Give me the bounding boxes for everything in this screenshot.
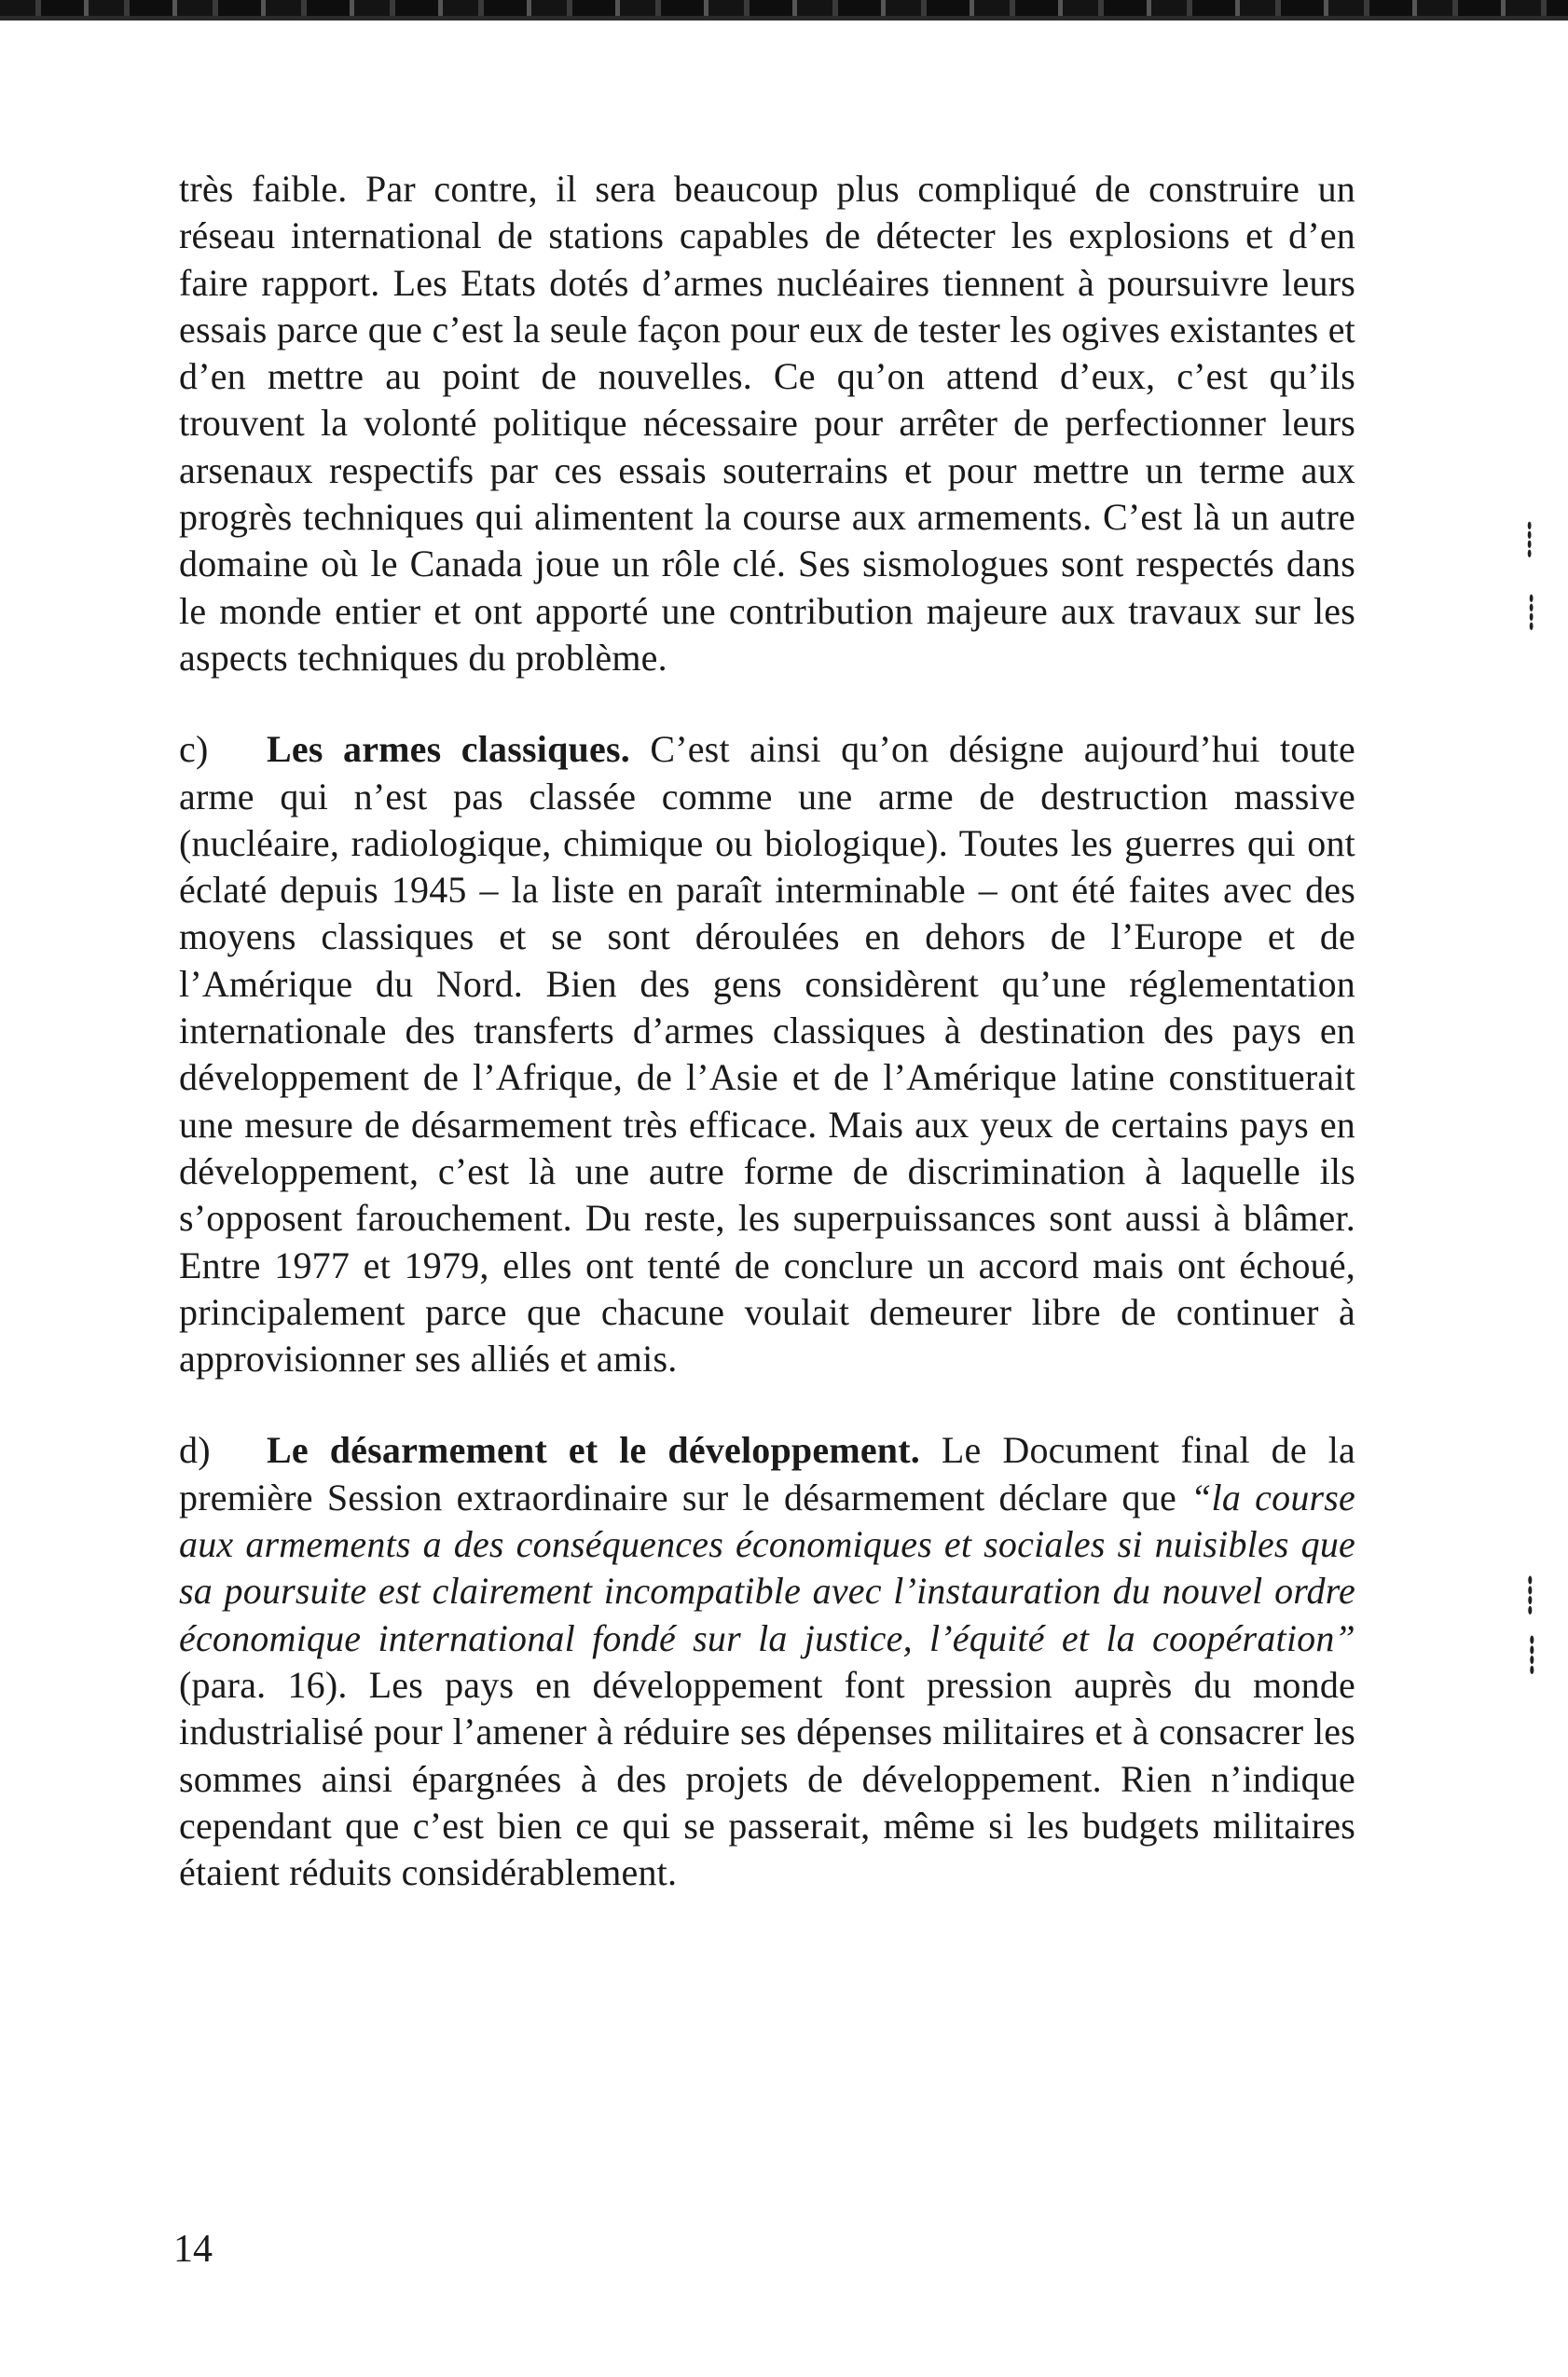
page-number: 14 xyxy=(173,2228,213,2271)
paragraph-intro: très faible. Par contre, il sera beaucoup plus compliqué de construire un réseau international de stations capables de détecter les explosions et d’en faire rapport. Les Etats dotés d’armes nucléaires tiennent à poursuivre leurs essais parce que c’est la seule façon pour eux de tester les ogives existantes et d’en mettre au point de nouvelles. Ce qu’on attend d’eux, c’est qu’ils trouvent la volonté politique nécessaire pour arrêter de perfectionner leurs arsenaux respectifs par ces essais souterrains et pour mettre un terme aux progrès techniques qui alimentent la course aux armements. C’est là un autre domaine où le Canada joue un rôle clé. Ses sismologues sont respectés dans le monde entier et ont apporté une contribution majeure aux travaux sur les aspects techniques du problème. xyxy=(179,168,1355,679)
facing-page-bleed-mark: ⁞ xyxy=(1528,1624,1536,1685)
section-d-body-after-quote: (para. 16). Les pays en développement font pression auprès du monde industrialisé pour l’amener à réduire ses dépenses militaires et à consacrer les sommes ainsi épargnées à des projets de développement. Rien n’indique cependant que c’est bien ce qui se passerait, même si les budgets militaires étaient réduits considérablement. xyxy=(179,1663,1355,1894)
section-d-quote: “la course aux armements a des conséquences économiques et sociales si nuisibles que sa poursuite est clairement incompatible avec l’instauration du nouvel ordre économique international fondé sur la justice, l’équité et la coopération” xyxy=(179,1476,1356,1659)
section-c-body: C’est ainsi qu’on désigne aujourd’hui toute arme qui n’est pas classée comme une arme de destruction massive (nucléaire, radiologique, chimique ou biologique). Toutes les guerres qui ont éclaté depuis 1945 – la liste en paraît interminable – ont été faites avec des moyens classiques et se sont déroulées en dehors de l’Europe et de l’Amérique du Nord. Bien des gens considèrent qu’une réglementation internationale des transferts d’armes classiques à destination des pays en développement de l’Afrique, de l’Asie et de l’Amérique latine constituerait une mesure de désarmement très efficace. Mais aux yeux de certains pays en développement, c’est là une autre forme de discrimination à laquelle ils s’opposent farouchement. Du reste, les superpuissances sont aussi à blâmer. Entre 1977 et 1979, elles ont tenté de conclure un accord mais ont échoué, principalement parce que chacune voulait demeurer libre de continuer à approvisionner ses alliés et amis. xyxy=(179,728,1355,1381)
text-column xyxy=(179,166,1355,1896)
section-c-heading: Les armes classiques. xyxy=(267,728,630,771)
paragraph-section-c xyxy=(179,726,1355,1382)
section-d-heading: Le désarmement et le développement. xyxy=(267,1429,920,1472)
facing-page-bleed-mark: ⁞ xyxy=(1526,1564,1534,1626)
scan-top-border xyxy=(0,0,1568,21)
paragraph-section-d xyxy=(179,1427,1355,1896)
facing-page-bleed-mark: ⁞ xyxy=(1525,511,1534,568)
facing-page-bleed-mark: ⁞ xyxy=(1527,584,1535,640)
section-d-label: d) xyxy=(179,1429,211,1472)
section-d-body-before-quote: Le Document final de la première Session extraordinaire sur le désarmement déclare que xyxy=(179,1429,1355,1518)
section-c-label: c) xyxy=(179,728,209,771)
